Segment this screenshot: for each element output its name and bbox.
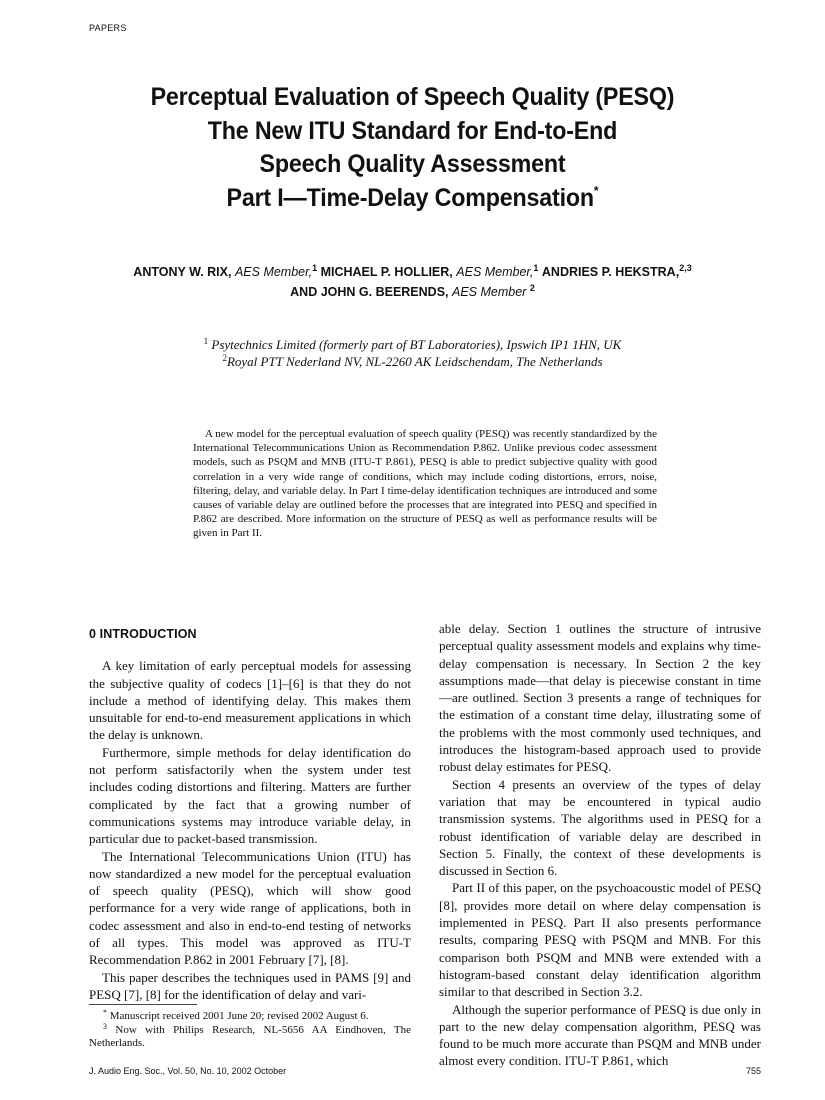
- column-left: [89, 620, 411, 1003]
- footnote-2-mark: 3: [103, 1021, 107, 1031]
- journal-citation: J. Audio Eng. Soc., Vol. 50, No. 10, 2002 October: [89, 1066, 287, 1076]
- intro-paragraph-2: Furthermore, simple methods for delay identification do not perform satisfactorily when the system under test includes coding distortions and filtering. Matters are further complicated by the fact that a growing number of communications systems may introduce variable delay, in particular due to packet-based transmission.: [89, 744, 411, 847]
- author-1-affil: 1: [312, 263, 318, 273]
- title-line-4: [29, 182, 796, 216]
- footnote-2: [89, 1021, 411, 1051]
- intro-paragraph-6: Part II of this paper, on the psychoacoustic model of PESQ [8], provides more detail on where delay compensation is implemented in PESQ. Part II also presents performance results, comparing PESQ with PSQM and MNB. For this comparison both PSQM and MNB were extended with a histogram-based constant delay identification algorithm similar to that described in Section 3.2.: [439, 880, 761, 1000]
- column-right: [439, 620, 761, 1070]
- affiliation-1: [0, 336, 825, 353]
- running-header: PAPERS: [89, 23, 127, 33]
- abstract: A new model for the perceptual evaluation of speech quality (PESQ) was recently standardized by the International Telecommunications Union as Recommendation P.862. Unlike previous codec assessment models, such as PSQM and MNB (ITU-T P.861), PESQ is able to predict subjective quality with good correlation in a very wide range of conditions, which may include coding distortions, errors, noise, filtering, delay, and variable delay. In Part I time-delay identification techniques are introduced and some causes of variable delay are outlined before the processes that are integrated into PESQ and specified in P.862 are described. More information on the structure of PESQ as well as performance results will be given in Part II.: [193, 428, 657, 540]
- intro-paragraph-7: Although the superior performance of PESQ is due only in part to the new delay compensation algorithm, PESQ was found to be much more accurate than PSQM and MNB under almost every condition. ITU-T P.861, which: [439, 1001, 761, 1069]
- author-4-role: AES Member: [452, 285, 527, 299]
- affiliation-1-text: Psytechnics Limited (formerly part of BT Laboratories), Ipswich IP1 1HN, UK: [211, 337, 622, 352]
- intro-paragraph-1: A key limitation of early perceptual models for assessing the subjective quality of codecs [1]–[6] is that they do not include a method of identifying delay. This makes them unsuitable for end-to-end measurement applications in which the delay is unknown.: [89, 658, 411, 743]
- author-2-role: AES Member,: [456, 265, 534, 279]
- author-line-2: [0, 282, 825, 302]
- affiliation-2-text: Royal PTT Nederland NV, NL-2260 AK Leidschendam, The Netherlands: [226, 354, 603, 369]
- affiliation-1-mark: 1: [203, 336, 209, 346]
- footnotes: [89, 1010, 411, 1051]
- title-line-3: Speech Quality Assessment: [259, 150, 566, 178]
- intro-paragraph-3: The International Telecommunications Union (ITU) has now standardized a new model for the perceptual evaluation of speech quality (PESQ), which will show good performance for a very wide range of applications, both in codec assessment and also in end-to-end testing of networks of all types. This model was approved as ITU-T Recommendation P.862 in 2001 February [7], [8].: [89, 848, 411, 968]
- author-line-1: [0, 262, 825, 282]
- affiliation-2: [0, 353, 825, 370]
- author-3-name: ANDRIES P. HEKSTRA,: [541, 265, 680, 279]
- author-1-name: ANTONY W. RIX,: [133, 265, 232, 279]
- footnote-1-mark: *: [103, 1008, 107, 1017]
- intro-paragraph-4-continued: able delay. Section 1 outlines the structure of intrusive perceptual quality assessment models and explains why time-delay compensation is necessary. In Section 2 the key assumptions made—that delay is piecewise constant in time—are outlined. Section 3 presents a range of techniques for the estimation of a constant time delay, illustrating some of the problems with the most commonly used techniques, and introduces the histogram-based approach used to provide robust delay estimates for PESQ.: [439, 621, 761, 775]
- footnote-1: [89, 1010, 411, 1024]
- footnote-divider: [89, 1004, 197, 1005]
- title-line-2: The New ITU Standard for End-to-End: [207, 116, 618, 145]
- intro-paragraph-4: This paper describes the techniques used in PAMS [9] and PESQ [7], [8] for the identification of delay and vari-: [89, 969, 411, 1002]
- title-footnote-mark: *: [593, 182, 599, 198]
- title-line-1: Perceptual Evaluation of Speech Quality (PESQ): [150, 83, 675, 111]
- paper-title: [29, 81, 796, 215]
- affiliation-2-mark: 2: [222, 353, 227, 363]
- author-3-affil: 2,3: [679, 263, 692, 273]
- author-1-role: AES Member,: [234, 265, 313, 279]
- intro-paragraph-5: Section 4 presents an overview of the types of delay variation that may be encountered in typical audio transmission systems. The algorithms used in PESQ for a robust identification of variable delay are described in Section 5. Finally, the context of these developments is discussed in Section 6.: [439, 776, 761, 879]
- page-number: 755: [745, 1066, 761, 1076]
- author-4-affil: 2: [529, 283, 535, 293]
- footnote-1-text: Manuscript received 2001 June 20; revised 2002 August 6.: [107, 1010, 369, 1022]
- author-2-affil: 1: [533, 263, 539, 273]
- title-line-4-text: Part I—Time-Delay Compensation: [226, 183, 594, 212]
- author-list: [0, 262, 825, 302]
- footnote-2-text: Now with Philips Research, NL-5656 AA Eindhoven, The Netherlands.: [89, 1023, 411, 1050]
- section-heading-introduction: 0 INTRODUCTION: [89, 627, 197, 641]
- affiliations: [0, 336, 825, 370]
- author-2-name: MICHAEL P. HOLLIER,: [320, 265, 453, 279]
- author-4-name: AND JOHN G. BEERENDS,: [290, 285, 449, 299]
